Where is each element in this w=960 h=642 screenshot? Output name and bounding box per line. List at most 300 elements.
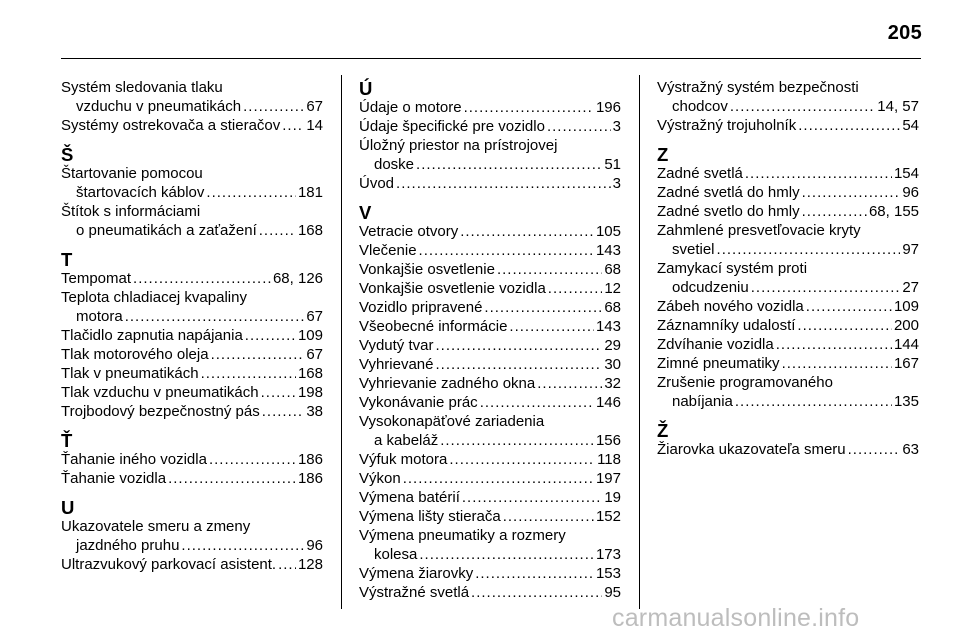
dot-leader [181, 536, 304, 555]
entry-page-ref[interactable]: 153 [595, 565, 621, 582]
dot-leader [419, 241, 594, 260]
index-entry [359, 583, 621, 602]
entry-page-ref[interactable]: 143 [595, 318, 621, 335]
entry-page-ref[interactable]: 14, 57 [877, 98, 919, 115]
dot-leader [475, 564, 594, 583]
index-section [61, 144, 323, 240]
index-entry [61, 402, 323, 421]
entry-page-ref[interactable]: 68, 155 [868, 203, 919, 220]
dot-leader [730, 97, 875, 116]
entry-line [61, 202, 323, 221]
entry-line [359, 393, 621, 412]
section-letter: T [61, 249, 73, 270]
index-entry [657, 440, 919, 459]
entry-label: Systémy ostrekovača a stieračov [61, 117, 281, 134]
entry-label: Vonkajšie osvetlenie [359, 261, 495, 278]
index-entry [61, 383, 323, 402]
dot-leader [484, 298, 602, 317]
entry-line [657, 297, 919, 316]
entry-page-ref[interactable]: 67 [306, 98, 323, 115]
entry-label: Zadné svetlo do hmly [657, 203, 800, 220]
entry-label: Ukazovatele smeru a zmeny [61, 518, 251, 535]
entry-page-ref[interactable]: 196 [595, 99, 621, 116]
entry-label: Zadné svetlá [657, 165, 743, 182]
dot-leader [547, 117, 611, 136]
entry-page-ref[interactable]: 146 [595, 394, 621, 411]
dot-leader [403, 469, 594, 488]
index-entry [359, 526, 621, 564]
dot-leader [782, 354, 892, 373]
entry-label: Záznamníky udalostí [657, 317, 796, 334]
dot-leader [751, 278, 901, 297]
entry-label: Teplota chladiacej kvapaliny [61, 289, 247, 306]
entry-label: Vlečenie [359, 242, 417, 259]
entry-page-ref[interactable]: 128 [297, 556, 323, 573]
section-letter: Ú [359, 78, 373, 99]
entry-page-ref[interactable]: 168 [297, 222, 323, 239]
entry-label: Ťahanie iného vozidla [61, 451, 207, 468]
entry-label: jazdného pruhu [76, 537, 180, 554]
entry-page-ref[interactable]: 152 [595, 508, 621, 525]
entry-line [657, 316, 919, 335]
entry-page-ref[interactable]: 63 [902, 441, 919, 458]
entry-page-ref[interactable]: 68, 126 [272, 270, 323, 287]
dot-leader [735, 392, 892, 411]
index-entry [657, 202, 919, 221]
entry-line [61, 536, 323, 555]
index-entry [61, 469, 323, 488]
dot-leader [806, 297, 892, 316]
index-entry [359, 317, 621, 336]
index-entry [359, 222, 621, 241]
entry-page-ref[interactable]: 186 [297, 451, 323, 468]
entry-line [657, 354, 919, 373]
entry-label: motora [76, 308, 123, 325]
dot-leader [802, 183, 901, 202]
page-number: 205 [887, 22, 922, 44]
entry-line [61, 383, 323, 402]
entry-page-ref[interactable]: 3 [612, 175, 621, 192]
index-section [61, 249, 323, 421]
dot-leader [471, 583, 602, 602]
entry-page-ref[interactable]: 51 [604, 156, 621, 173]
entry-line [657, 373, 919, 392]
index-column-3 [657, 78, 919, 468]
entry-label: Výmena lišty stierača [359, 508, 501, 525]
entry-label: Výmena pneumatiky a rozmery [359, 527, 566, 544]
index-entry [61, 116, 323, 135]
dot-leader [548, 279, 603, 298]
index-column-1 [61, 78, 323, 583]
entry-page-ref[interactable]: 168 [297, 365, 323, 382]
entry-line [657, 97, 919, 116]
index-entry [359, 241, 621, 260]
entry-label: nabíjania [672, 393, 733, 410]
entry-line [359, 136, 621, 155]
index-entry [657, 335, 919, 354]
entry-label: Zamykací systém proti [657, 260, 808, 277]
entry-line [657, 221, 919, 240]
dot-leader [261, 383, 296, 402]
dot-leader [262, 402, 305, 421]
section-letter: U [61, 497, 75, 518]
entry-line [657, 392, 919, 411]
entry-line [61, 517, 323, 536]
index-entry [359, 336, 621, 355]
entry-label: Zrušenie programovaného [657, 374, 833, 391]
entry-line [359, 469, 621, 488]
entry-page-ref[interactable]: 96 [902, 184, 919, 201]
index-entry [359, 374, 621, 393]
dot-leader [797, 316, 892, 335]
entry-page-ref[interactable]: 109 [297, 327, 323, 344]
entry-line [657, 259, 919, 278]
dot-leader [509, 317, 594, 336]
entry-line [61, 402, 323, 421]
entry-page-ref[interactable]: 54 [902, 117, 919, 134]
entry-label: Všeobecné informácie [359, 318, 508, 335]
dot-leader [245, 326, 296, 345]
dot-leader [462, 488, 602, 507]
entry-label: kolesa [374, 546, 418, 563]
dot-leader [396, 174, 611, 193]
entry-label: Zahmlené presvetľovacie kryty [657, 222, 861, 239]
entry-label: chodcov [672, 98, 728, 115]
entry-line [61, 450, 323, 469]
entry-line [61, 288, 323, 307]
entry-line [359, 355, 621, 374]
dot-leader [848, 440, 901, 459]
entry-label: Žiarovka ukazovateľa smeru [657, 441, 846, 458]
dot-leader [282, 116, 304, 135]
entry-line [61, 221, 323, 240]
entry-page-ref[interactable]: 167 [893, 355, 919, 372]
entry-line [657, 202, 919, 221]
entry-line [657, 164, 919, 183]
entry-line [61, 345, 323, 364]
header-rule [61, 58, 921, 59]
entry-line [359, 583, 621, 602]
dot-leader [460, 222, 594, 241]
entry-line [657, 183, 919, 202]
entry-label: Údaje špecifické pre vozidlo [359, 118, 545, 135]
entry-line [61, 307, 323, 326]
entry-label: Vydutý tvar [359, 337, 434, 354]
dot-leader [201, 364, 296, 383]
entry-label: Vonkajšie osvetlenie vozidla [359, 280, 546, 297]
entry-label: Vyhrievanie zadného okna [359, 375, 536, 392]
dot-leader [416, 155, 602, 174]
index-section [359, 78, 621, 193]
entry-page-ref[interactable]: 67 [306, 346, 323, 363]
dot-leader [480, 393, 594, 412]
entry-label: Výstražné svetlá [359, 584, 470, 601]
index-section [657, 144, 919, 411]
index-section [359, 202, 621, 602]
entry-line [61, 269, 323, 288]
entry-line [61, 78, 323, 97]
entry-line [359, 241, 621, 260]
dot-leader [798, 116, 900, 135]
index-section [657, 78, 919, 135]
index-entry [359, 136, 621, 174]
entry-line [61, 183, 323, 202]
entry-line [359, 222, 621, 241]
entry-label: Vetracie otvory [359, 223, 459, 240]
entry-page-ref[interactable]: 68 [604, 299, 621, 316]
entry-page-ref[interactable]: 181 [297, 184, 323, 201]
index-entry [359, 355, 621, 374]
entry-label: a kabeláž [374, 432, 439, 449]
entry-line [61, 164, 323, 183]
dot-leader [449, 450, 595, 469]
index-entry [657, 78, 919, 116]
index-entry [61, 364, 323, 383]
entry-line [657, 78, 919, 97]
entry-line [359, 260, 621, 279]
entry-page-ref[interactable]: 97 [902, 241, 919, 258]
entry-label: o pneumatikách a zaťažení [76, 222, 257, 239]
dot-leader [776, 335, 892, 354]
dot-leader [259, 221, 296, 240]
index-entry [359, 117, 621, 136]
entry-label: Údaje o motore [359, 99, 462, 116]
entry-page-ref[interactable]: 143 [595, 242, 621, 259]
entry-page-ref[interactable]: 95 [604, 584, 621, 601]
entry-label: Výfuk motora [359, 451, 448, 468]
entry-page-ref[interactable]: 27 [902, 279, 919, 296]
index-entry [61, 78, 323, 116]
entry-label: štartovacích káblov [76, 184, 205, 201]
entry-page-ref[interactable]: 198 [297, 384, 323, 401]
entry-label: Zadné svetlá do hmly [657, 184, 800, 201]
entry-label: Vysokonapäťové zariadenia [359, 413, 545, 430]
entry-label: doske [374, 156, 415, 173]
entry-label: Zábeh nového vozidla [657, 298, 804, 315]
entry-page-ref[interactable]: 67 [306, 308, 323, 325]
entry-page-ref[interactable]: 12 [604, 280, 621, 297]
entry-label: Výmena žiarovky [359, 565, 474, 582]
section-letter: Ť [61, 430, 73, 451]
section-letter: Ž [657, 420, 669, 441]
entry-line [359, 545, 621, 564]
dot-leader [745, 164, 892, 183]
entry-line [359, 117, 621, 136]
entry-page-ref[interactable]: 105 [595, 223, 621, 240]
index-entry [61, 288, 323, 326]
index-entry [359, 98, 621, 117]
entry-page-ref[interactable]: 3 [612, 118, 621, 135]
entry-line [359, 155, 621, 174]
column-divider-1 [341, 75, 342, 609]
index-column-2 [359, 78, 621, 611]
entry-label: Zimné pneumatiky [657, 355, 780, 372]
entry-label: Výstražný trojuholník [657, 117, 797, 134]
entry-label: Tlak vzduchu v pneumatikách [61, 384, 259, 401]
dot-leader [125, 307, 305, 326]
entry-line [61, 555, 323, 574]
entry-line [359, 412, 621, 431]
index-entry [61, 555, 323, 574]
dot-leader [464, 98, 594, 117]
entry-label: Vozidlo pripravené [359, 299, 483, 316]
dot-leader [206, 183, 296, 202]
entry-line [359, 174, 621, 193]
dot-leader [243, 97, 304, 116]
dot-leader [211, 345, 305, 364]
dot-leader [717, 240, 901, 259]
dot-leader [419, 545, 594, 564]
dot-leader [278, 555, 296, 574]
entry-label: Výmena batérií [359, 489, 460, 506]
entry-page-ref[interactable]: 29 [604, 337, 621, 354]
entry-label: Tempomat [61, 270, 132, 287]
index-entry [657, 259, 919, 297]
index-entry [359, 260, 621, 279]
entry-page-ref[interactable]: 154 [893, 165, 919, 182]
entry-line [359, 279, 621, 298]
index-entry [657, 183, 919, 202]
section-letter: Š [61, 144, 74, 165]
index-entry [359, 393, 621, 412]
entry-line [359, 298, 621, 317]
index-entry [359, 279, 621, 298]
entry-line [359, 98, 621, 117]
index-entry [61, 269, 323, 288]
index-section [657, 420, 919, 459]
column-divider-2 [639, 75, 640, 609]
entry-line [359, 488, 621, 507]
entry-line [657, 278, 919, 297]
dot-leader [440, 431, 594, 450]
index-entry [61, 164, 323, 202]
entry-label: Výstražný systém bezpečnosti [657, 79, 859, 96]
entry-page-ref[interactable]: 30 [604, 356, 621, 373]
entry-line [359, 317, 621, 336]
dot-leader [802, 202, 867, 221]
entry-line [359, 526, 621, 545]
entry-page-ref[interactable]: 38 [306, 403, 323, 420]
entry-page-ref[interactable]: 197 [595, 470, 621, 487]
index-entry [657, 354, 919, 373]
entry-line [359, 336, 621, 355]
entry-page-ref[interactable]: 186 [297, 470, 323, 487]
index-entry [657, 164, 919, 183]
entry-label: Úvod [359, 175, 395, 192]
dot-leader [435, 336, 602, 355]
entry-line [657, 240, 919, 259]
entry-line [61, 97, 323, 116]
index-entry [61, 326, 323, 345]
entry-page-ref[interactable]: 32 [604, 375, 621, 392]
index-entry [657, 316, 919, 335]
entry-line [657, 116, 919, 135]
index-entry [359, 412, 621, 450]
entry-label: Vykonávanie prác [359, 394, 478, 411]
entry-page-ref[interactable]: 156 [595, 432, 621, 449]
entry-line [359, 564, 621, 583]
entry-line [61, 116, 323, 135]
entry-label: odcudzeniu [672, 279, 749, 296]
watermark: carmanualsonline.info [612, 604, 860, 632]
entry-label: Trojbodový bezpečnostný pás [61, 403, 260, 420]
entry-line [359, 450, 621, 469]
index-entry [657, 297, 919, 316]
entry-label: Vyhrievané [359, 356, 434, 373]
entry-page-ref[interactable]: 14 [306, 117, 323, 134]
entry-label: Ultrazvukový parkovací asistent. [61, 556, 277, 573]
index-entry [359, 488, 621, 507]
index-entry [359, 507, 621, 526]
entry-page-ref[interactable]: 144 [893, 336, 919, 353]
entry-label: vzduchu v pneumatikách [76, 98, 242, 115]
entry-line [657, 440, 919, 459]
index-entry [359, 450, 621, 469]
dot-leader [537, 374, 602, 393]
entry-label: Úložný priestor na prístrojovej [359, 137, 558, 154]
index-entry [359, 298, 621, 317]
index-section [61, 497, 323, 574]
index-entry [359, 469, 621, 488]
entry-page-ref[interactable]: 200 [893, 317, 919, 334]
dot-leader [503, 507, 594, 526]
entry-label: Tlak motorového oleja [61, 346, 209, 363]
section-letter: Z [657, 144, 669, 165]
section-letter: V [359, 202, 372, 223]
entry-line [61, 326, 323, 345]
index-entry [61, 517, 323, 555]
entry-line [657, 335, 919, 354]
index-entry [657, 221, 919, 259]
entry-label: Výkon [359, 470, 401, 487]
entry-label: Štartovanie pomocou [61, 165, 203, 182]
entry-page-ref[interactable]: 19 [604, 489, 621, 506]
entry-page-ref[interactable]: 135 [893, 393, 919, 410]
index-section [61, 430, 323, 488]
entry-label: Systém sledovania tlaku [61, 79, 223, 96]
index-entry [61, 450, 323, 469]
entry-label: Štítok s informáciami [61, 203, 201, 220]
dot-leader [168, 469, 296, 488]
entry-page-ref[interactable]: 173 [595, 546, 621, 563]
entry-line [61, 364, 323, 383]
entry-line [61, 469, 323, 488]
dot-leader [497, 260, 602, 279]
dot-leader [209, 450, 296, 469]
index-entry [61, 345, 323, 364]
entry-label: Ťahanie vozidla [61, 470, 167, 487]
entry-page-ref[interactable]: 109 [893, 298, 919, 315]
index-section [61, 78, 323, 135]
entry-page-ref[interactable]: 68 [604, 261, 621, 278]
entry-label: Tlačidlo zapnutia napájania [61, 327, 243, 344]
index-entry [657, 373, 919, 411]
entry-line [359, 507, 621, 526]
entry-page-ref[interactable]: 118 [597, 451, 621, 468]
entry-line [359, 374, 621, 393]
entry-page-ref[interactable]: 96 [306, 537, 323, 554]
entry-label: Zdvíhanie vozidla [657, 336, 774, 353]
index-entry [61, 202, 323, 240]
entry-label: Tlak v pneumatikách [61, 365, 199, 382]
index-entry [657, 116, 919, 135]
entry-label: svetiel [672, 241, 715, 258]
entry-line [359, 431, 621, 450]
index-entry [359, 174, 621, 193]
dot-leader [133, 269, 271, 288]
index-entry [359, 564, 621, 583]
dot-leader [436, 355, 603, 374]
